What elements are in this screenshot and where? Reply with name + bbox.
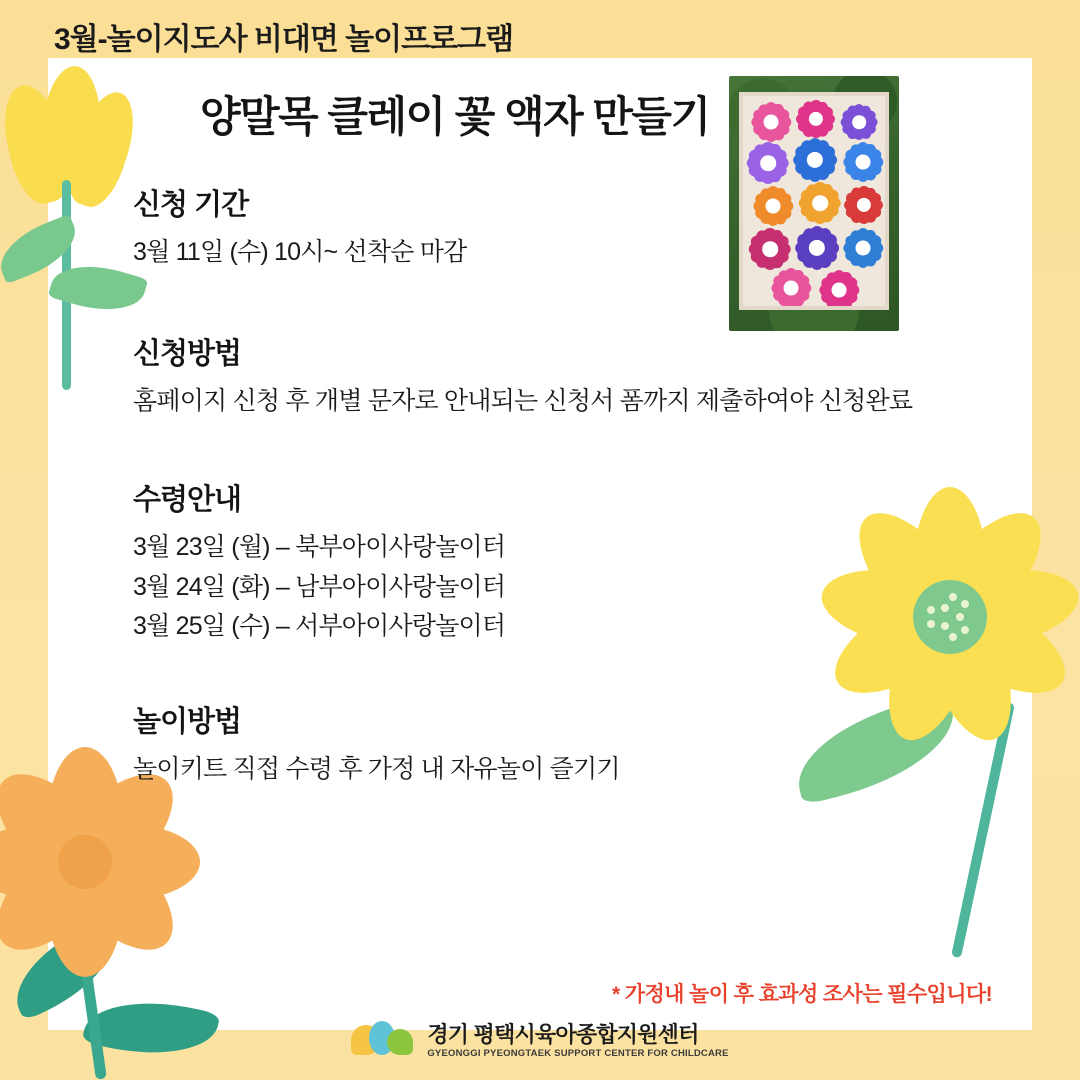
- clay-flower: [749, 100, 793, 144]
- logo-name-en: GYEONGGI PYEONGTAEK SUPPORT CENTER FOR CHILDCARE: [427, 1047, 729, 1059]
- logo-text-block: [427, 1023, 728, 1060]
- section-line: 3월 23일 (월) – 북부아이사랑놀이터: [133, 533, 506, 561]
- orange-flower-core: [58, 835, 112, 889]
- program-details: [133, 182, 963, 789]
- section-spacer: [133, 421, 963, 477]
- section-line: 3월 24일 (화) – 남부아이사랑놀이터: [133, 572, 506, 601]
- clay-flower: [841, 140, 885, 184]
- section-spacer: [133, 273, 963, 331]
- section-title: 수령안내: [133, 484, 242, 516]
- page-title: 양말목 클레이 꽃 액자 만들기: [200, 93, 710, 140]
- clay-flower: [839, 102, 879, 142]
- section-line: 3월 11일 (수) 10시~ 선착순 마감: [133, 238, 467, 266]
- section-title: 놀이방법: [133, 705, 242, 738]
- section-line: 홈페이지 신청 후 개별 문자로 안내되는 신청서 폼까지 제출하여야 신청완료: [133, 386, 913, 415]
- section-line: 놀이키트 직접 수령 후 가정 내 자유놀이 즐기기: [133, 754, 620, 783]
- footer-logo: [0, 1010, 1080, 1072]
- section-line: 3월 25일 (수) – 서부아이사랑놀이터: [133, 612, 506, 640]
- section-title: 신청방법: [133, 337, 242, 370]
- footnote-text: * 가정내 놀이 후 효과성 조사는 필수입니다!: [611, 983, 992, 1006]
- section-spacer: [133, 647, 963, 699]
- tulip-flower-decoration: [0, 60, 140, 390]
- clay-flower: [791, 136, 839, 184]
- logo-shape-green: [387, 1029, 413, 1055]
- clay-flower: [745, 140, 791, 186]
- section-title: 신청 기간: [133, 189, 249, 221]
- center-logo-icon: [351, 1019, 415, 1063]
- orange-flower-decoration: [0, 772, 230, 952]
- logo-name-kr: 경기 평택시육아종합지원센터: [427, 1021, 699, 1047]
- page-header-title: 3월-놀이지도사 비대면 놀이프로그램: [54, 23, 514, 56]
- clay-flower: [795, 98, 837, 140]
